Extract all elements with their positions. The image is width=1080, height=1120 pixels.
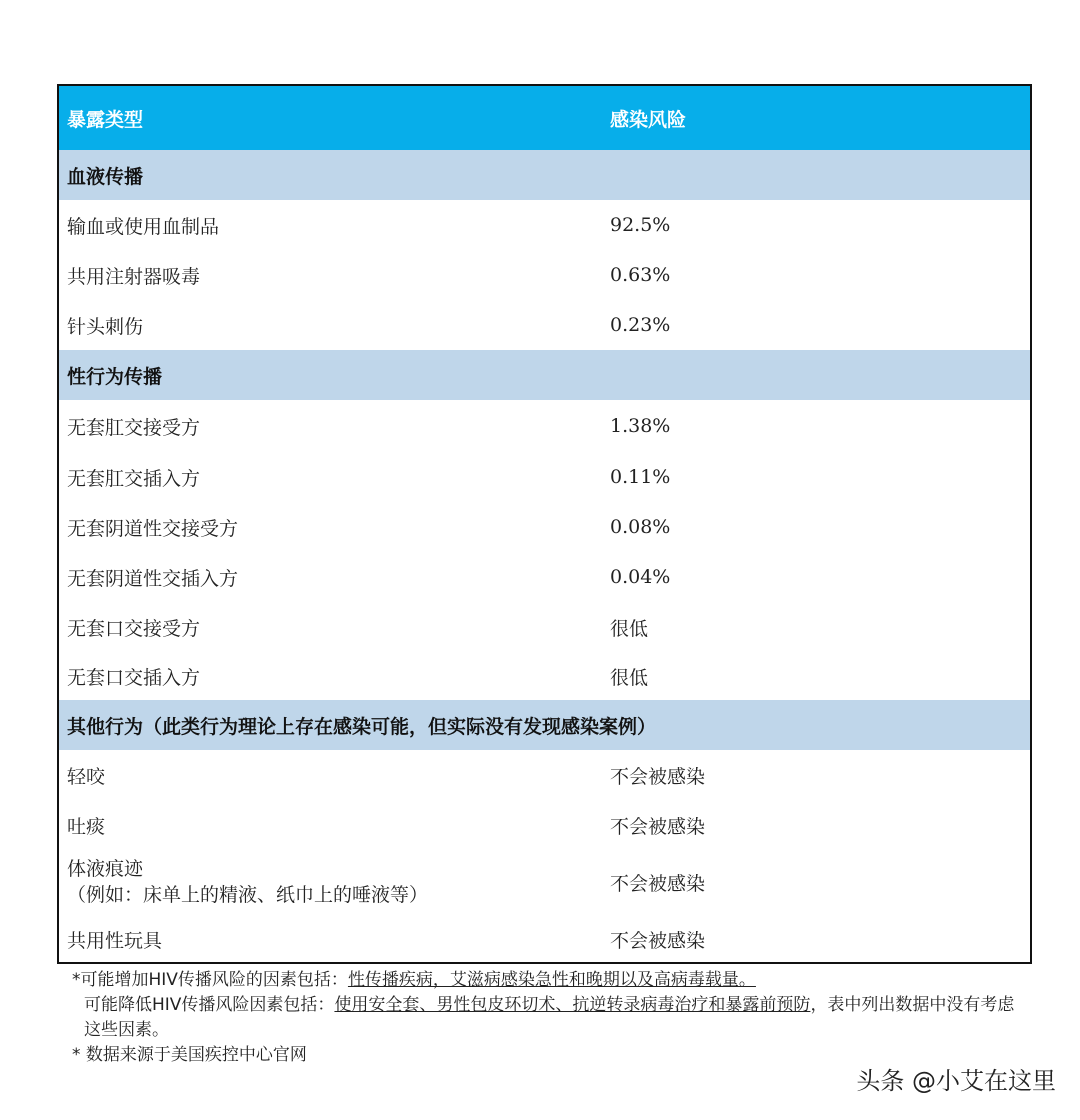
table-row: [59, 800, 1030, 850]
watermark: 头条 @小艾在这里: [856, 1067, 1056, 1095]
table-row: [59, 502, 1030, 552]
table-row: [59, 250, 1030, 300]
footnote-increase-factors: 性传播疾病，艾滋病感染急性和晚期以及高病毒载量。: [347, 970, 756, 990]
table-row: [59, 400, 1030, 452]
exposure-type: 无套肛交接受方: [67, 416, 201, 439]
footnote-increase: [72, 968, 1022, 993]
footnote-increase-prefix: *可能增加HIV传播风险的因素包括：: [72, 970, 348, 990]
footnote-decrease-factors: 使用安全套、男性包皮环切术、抗逆转录病毒治疗和暴露前预防: [334, 995, 811, 1015]
footnote-source: * 数据来源于美国疾控中心官网: [72, 1045, 307, 1065]
risk-value: 不会被感染: [610, 765, 706, 788]
header-infection-risk: 感染风险: [610, 108, 687, 131]
table-row: [59, 602, 1030, 652]
risk-value: 不会被感染: [610, 815, 706, 838]
table-header: [59, 86, 1030, 150]
risk-value: 0.23%: [610, 314, 671, 336]
risk-value: 1.38%: [610, 415, 671, 437]
exposure-type: 无套肛交插入方: [67, 467, 201, 490]
table-row: [59, 652, 1030, 700]
table-row: [59, 850, 1030, 914]
hiv-risk-table: [57, 84, 1032, 964]
risk-value: 很低: [610, 666, 649, 689]
table-row: [59, 452, 1030, 502]
exposure-type-multiline: [67, 856, 428, 908]
section-title: 性行为传播: [67, 365, 163, 388]
section-title: 血液传播: [67, 165, 144, 188]
table-row: [59, 750, 1030, 800]
footnote-decrease: [72, 993, 1022, 1043]
section-blood: [59, 150, 1030, 200]
section-other: [59, 700, 1030, 750]
risk-value: 0.08%: [610, 516, 671, 538]
footnote-decrease-suffix: ，表中列出数据中没有考虑这些因素。: [84, 995, 1015, 1040]
exposure-type: 共用性玩具: [67, 929, 163, 952]
exposure-type: 针头刺伤: [67, 315, 144, 338]
exposure-type: 共用注射器吸毒: [67, 265, 201, 288]
footnote-decrease-prefix: 可能降低HIV传播风险因素包括：: [84, 995, 335, 1015]
exposure-type: 吐痰: [67, 815, 106, 838]
risk-value: 不会被感染: [610, 929, 706, 952]
risk-value: 0.11%: [610, 466, 671, 488]
risk-value: 0.04%: [610, 566, 671, 588]
section-title: 其他行为（此类行为理论上存在感染可能，但实际没有发现感染案例）: [67, 715, 657, 738]
exposure-type: 输血或使用血制品: [67, 215, 220, 238]
exposure-type: 体液痕迹: [67, 858, 144, 880]
table-row: [59, 300, 1030, 350]
exposure-type: 无套阴道性交接受方: [67, 517, 239, 540]
table-row: [59, 552, 1030, 602]
exposure-type: 无套阴道性交插入方: [67, 567, 239, 590]
risk-value: 不会被感染: [610, 872, 706, 895]
table-row: [59, 914, 1030, 964]
exposure-type: 轻咬: [67, 765, 106, 788]
exposure-type: 无套口交插入方: [67, 666, 201, 689]
risk-value: 92.5%: [610, 214, 671, 236]
table-row: [59, 200, 1030, 250]
header-exposure-type: 暴露类型: [67, 108, 144, 131]
exposure-type: 无套口交接受方: [67, 617, 201, 640]
risk-value: 0.63%: [610, 264, 671, 286]
exposure-type-note: （例如：床单上的精液、纸巾上的唾液等）: [67, 884, 429, 906]
footnotes: [72, 968, 1022, 1068]
risk-value: 很低: [610, 617, 649, 640]
section-sexual: [59, 350, 1030, 400]
